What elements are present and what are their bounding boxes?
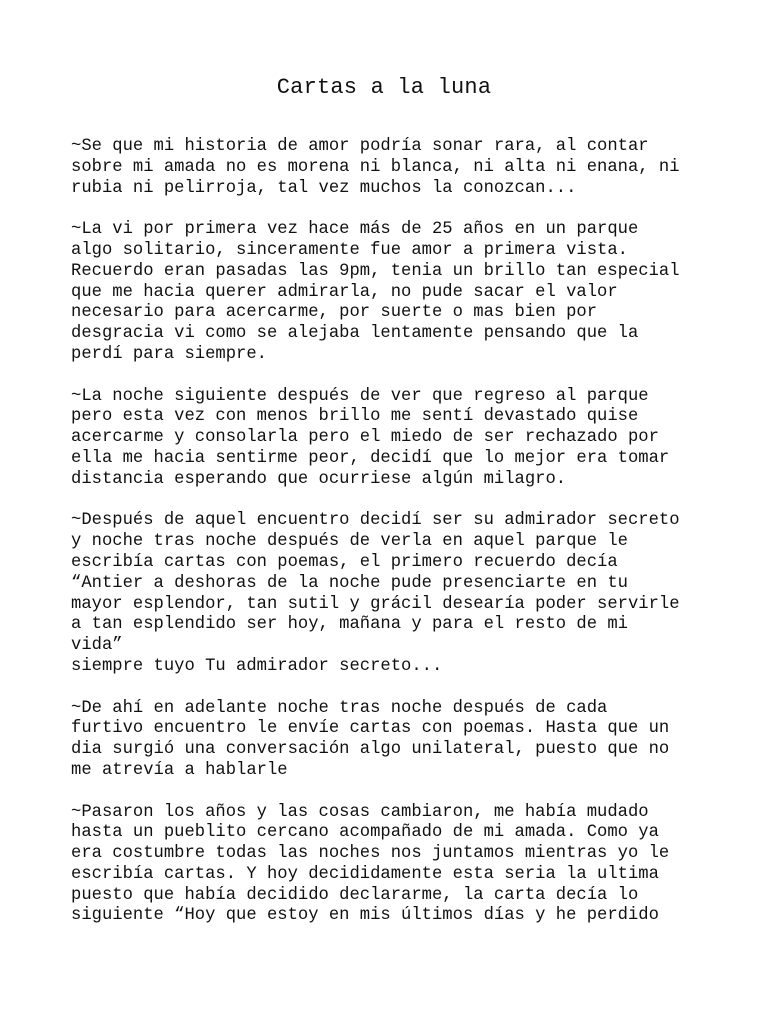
text-line: furtivo encuentro le envíe cartas con poemas. Hasta que un [71,719,670,739]
text-line: y noche tras noche después de verla en aquel parque le [71,532,628,552]
text-line: necesario para acercarme, por suerte o mas bien por [71,303,598,323]
text-line: me atrevía a hablarle [71,760,288,780]
paragraph [71,699,711,782]
text-line: siguiente “Hoy que estoy en mis últimos días y he perdido [71,906,659,926]
text-line: sobre mi amada no es morena ni blanca, ni alta ni enana, ni [71,157,680,177]
text-line: rubia ni pelirroja, tal vez muchos la conozcan... [71,178,577,198]
text-line: a tan esplendido ser hoy, mañana y para el resto de mi [71,615,628,635]
text-line: que me hacia querer admirarla, no pude sacar el valor [71,282,618,302]
paragraph [71,803,711,928]
paragraph [71,220,711,366]
document-title: Cartas a la luna [276,75,492,100]
text-line: pero esta vez con menos brillo me sentí devastado quise [71,407,639,427]
paragraph [71,137,711,199]
text-line: ~La vi por primera vez hace más de 25 años en un parque [71,220,639,240]
paragraph [71,387,711,491]
document-body [71,137,711,948]
text-line: acercarme y consolarla pero el miedo de ser rechazado por [71,428,659,448]
text-line: dia surgió una conversación algo unilateral, puesto que no [71,740,670,760]
text-line: ella me hacia sentirme peor, decidí que lo mejor era tomar [71,448,670,468]
text-line: ~Se que mi historia de amor podría sonar rara, al contar [71,137,649,156]
text-line: ~Después de aquel encuentro decidí ser su admirador secreto [71,511,680,531]
text-line: siempre tuyo Tu admirador secreto... [71,656,443,676]
text-line: “Antier a deshoras de la noche pude presenciarte en tu [71,573,628,593]
text-line: desgracia vi como se alejaba lentamente pensando que la [71,324,639,344]
text-line: ~Pasaron los años y las cosas cambiaron, me había mudado [71,802,649,822]
text-line: era costumbre todas las noches nos juntamos mientras yo le [71,844,670,864]
text-line: mayor esplendor, tan sutil y grácil desearía poder servirle [71,594,680,614]
text-line: vida” [71,636,123,656]
text-line: Recuerdo eran pasadas las 9pm, tenia un brillo tan especial [71,261,680,281]
text-line: puesto que había decidido declararme, la carta decía lo [71,885,639,905]
text-line: algo solitario, sinceramente fue amor a primera vista. [71,240,628,260]
text-line: ~La noche siguiente después de ver que regreso al parque [71,386,649,406]
text-line: ~De ahí en adelante noche tras noche después de cada [71,698,608,718]
text-line: perdí para siempre. [71,344,267,364]
text-line: escribía cartas. Y hoy decididamente esta seria la ultima [71,864,659,884]
text-line: escribía cartas con poemas, el primero recuerdo decía [71,552,618,572]
text-line: distancia esperando que ocurriese algún milagro. [71,469,567,489]
text-line: hasta un pueblito cercano acompañado de mi amada. Como ya [71,823,659,843]
paragraph [71,511,711,677]
